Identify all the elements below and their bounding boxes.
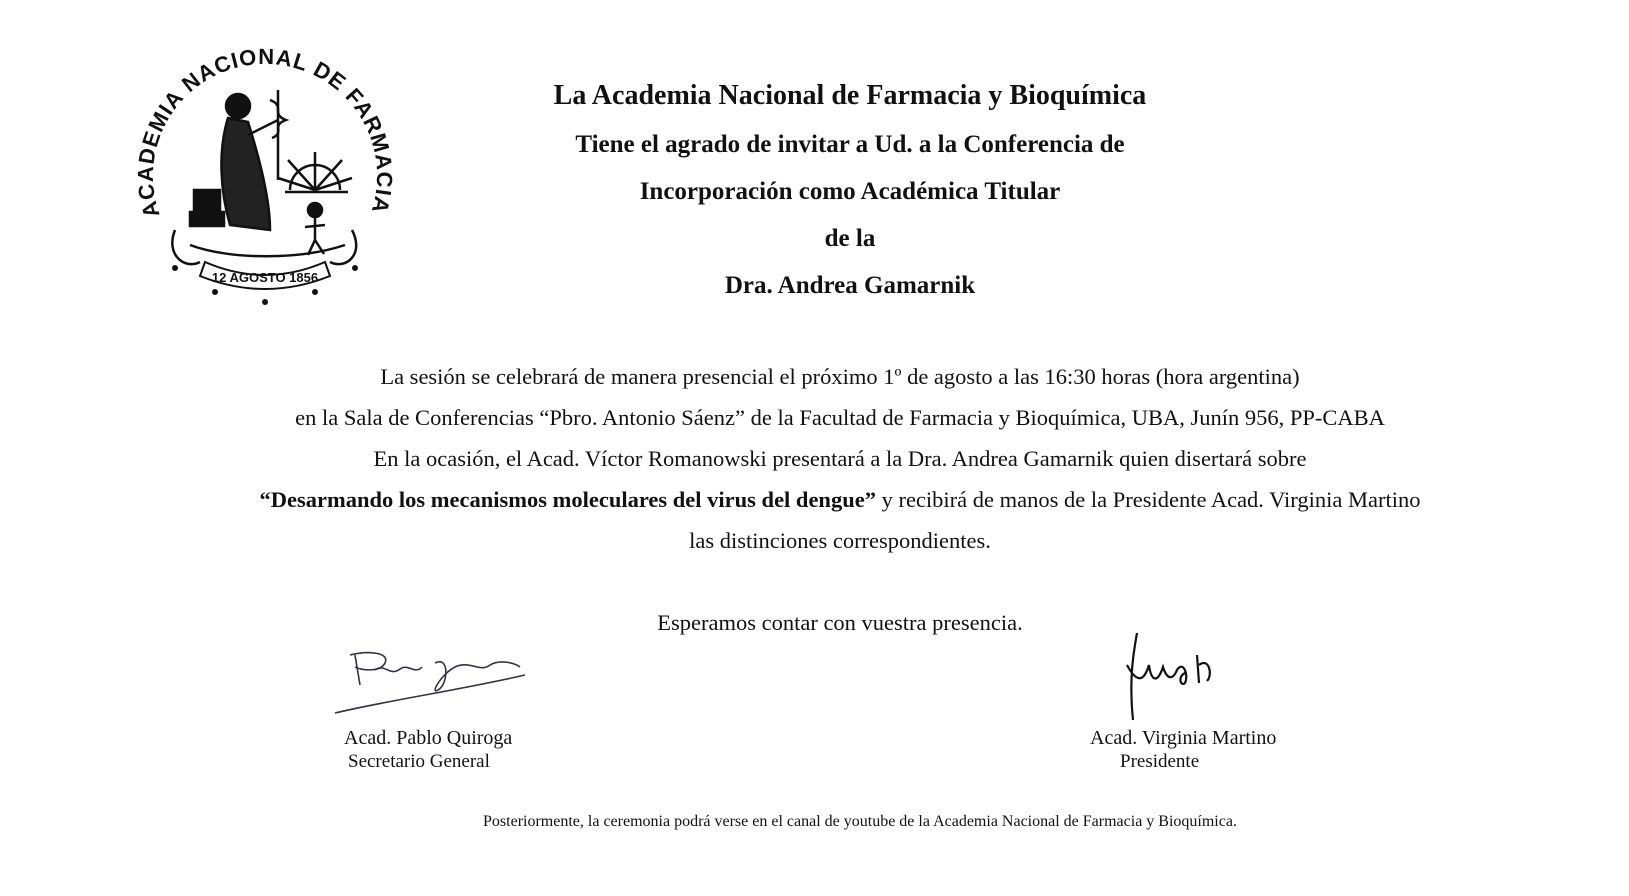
closing-line: Esperamos contar con vuestra presencia. bbox=[657, 610, 1023, 635]
signature-left-image bbox=[330, 645, 530, 720]
seal-graphic bbox=[120, 40, 410, 330]
body-venue-line: en la Sala de Conferencias “Pbro. Antonio Sáenz” de la Facultad de Farmacia y Bioquímica, UBA, Junín 956, PP-CABA bbox=[295, 405, 1385, 430]
signature-right-role: Presidente bbox=[1120, 751, 1200, 772]
header-invitation-line: Tiene el agrado de invitar a Ud. a la Conferencia de bbox=[575, 131, 1125, 158]
signature-left-role: Secretario General bbox=[348, 751, 490, 772]
seal-arc-text: ACADEMIA NACIONAL DE FARMACIA bbox=[132, 43, 398, 221]
footer-note: Posteriormente, la ceremonia podrá verse en el canal de youtube de la Academia Nacional de Farmacia y Bioquímica. bbox=[483, 813, 1237, 830]
lecture-title: “Desarmando los mecanismos moleculares del virus del dengue” bbox=[259, 487, 876, 512]
signature-left-name: Acad. Pablo Quiroga bbox=[344, 727, 513, 749]
header-academy-name: La Academia Nacional de Farmacia y Bioquímica bbox=[553, 80, 1147, 111]
body-presenter-line: En la ocasión, el Acad. Víctor Romanowski presentará a la Dra. Andrea Gamarnik quien disertará sobre bbox=[373, 446, 1307, 471]
lecture-rest: y recibirá de manos de la Presidente Acad. Virginia Martino bbox=[875, 487, 1421, 512]
signature-right-name: Acad. Virginia Martino bbox=[1090, 727, 1277, 749]
header-de-la: de la bbox=[824, 225, 876, 252]
seal-banner bbox=[200, 262, 330, 289]
body-lecture-line bbox=[80, 487, 1600, 513]
academy-seal-logo bbox=[120, 40, 410, 330]
header-honoree-name: Dra. Andrea Gamarnik bbox=[724, 272, 976, 299]
body-distinctions-line: las distinciones correspondientes. bbox=[689, 528, 991, 553]
seal-figure-illustration bbox=[172, 90, 356, 264]
seal-banner-text: 12 AGOSTO 1856 bbox=[211, 270, 319, 285]
body-session-line: La sesión se celebrará de manera presencial el próximo 1º de agosto a las 16:30 horas (hora argentina) bbox=[380, 364, 1300, 389]
header-incorporation-line: Incorporación como Académica Titular bbox=[639, 178, 1061, 205]
signature-right-image bbox=[1115, 625, 1225, 725]
